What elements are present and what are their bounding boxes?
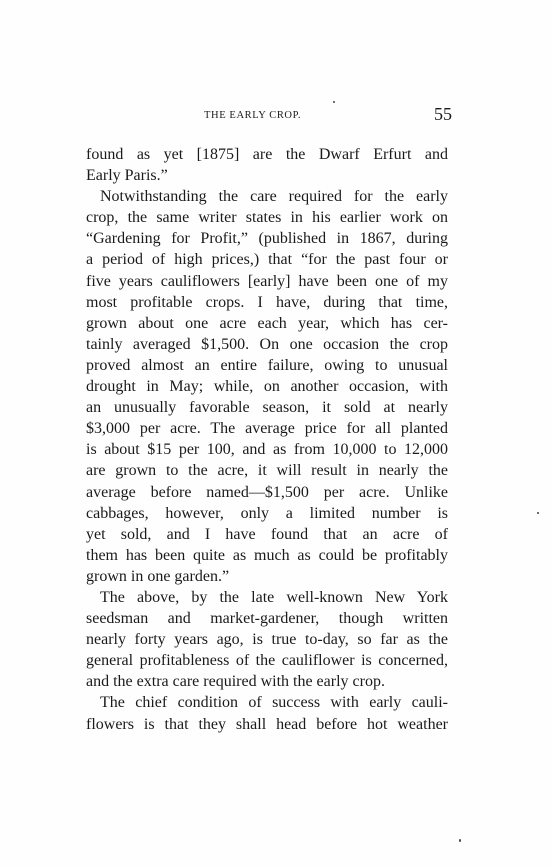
text-line: a period of high prices,) that “for the past four or — [86, 251, 448, 269]
page-number: 55 — [434, 104, 452, 124]
text-line: nearly forty years ago, is true to-day, so far as the — [86, 631, 448, 649]
ink-speck — [333, 101, 335, 103]
text-line: average before named—$1,500 per acre. Unlike — [86, 483, 448, 501]
text-line: flowers is that they shall head before hot weather — [86, 715, 448, 733]
text-line: Early Paris.” — [86, 167, 168, 185]
ink-speck — [537, 512, 539, 514]
text-line: grown in one garden.” — [86, 567, 230, 585]
text-line: $3,000 per acre. The average price for all planted — [86, 420, 448, 438]
text-line: found as yet [1875] are the Dwarf Erfurt and — [86, 146, 448, 163]
text-line: most profitable crops. I have, during that time, — [86, 293, 448, 311]
text-line: tainly averaged $1,500. On one occasion the crop — [86, 335, 448, 353]
text-line: The above, by the late well-known New York — [100, 588, 448, 606]
text-line: Notwithstanding the care required for the early — [100, 188, 448, 206]
text-line: drought in May; while, on another occasion, with — [86, 378, 448, 396]
text-line: an unusually favorable season, it sold at nearly — [86, 399, 448, 417]
text-line: them has been quite as much as could be profitably — [86, 546, 448, 564]
text-line: grown about one acre each year, which has cer- — [86, 314, 448, 332]
text-line: general profitableness of the cauliflower is concerned, — [86, 652, 448, 670]
running-header — [84, 104, 452, 128]
text-line: and the extra care required with the early crop. — [86, 673, 385, 691]
text-line: “Gardening for Profit,” (published in 1867, during — [86, 230, 448, 248]
text-line: is about $15 per 100, and as from 10,000 to 12,000 — [86, 441, 448, 459]
body-text — [86, 144, 448, 735]
text-line: The chief condition of success with early cauli- — [100, 694, 448, 712]
ink-speck — [459, 839, 461, 842]
text-line: crop, the same writer states in his earlier work on — [86, 209, 448, 227]
text-line: five years cauliflowers [early] have been one of my — [86, 272, 448, 290]
text-line: seedsman and market-gardener, though written — [86, 610, 448, 628]
text-line: proved almost an entire failure, owing to unusual — [86, 356, 448, 374]
text-line: are grown to the acre, it will result in nearly the — [86, 462, 448, 480]
text-line: yet sold, and I have found that an acre of — [86, 525, 448, 543]
running-title: THE EARLY CROP. — [204, 110, 302, 121]
text-line: cabbages, however, only a limited number is — [86, 504, 448, 522]
